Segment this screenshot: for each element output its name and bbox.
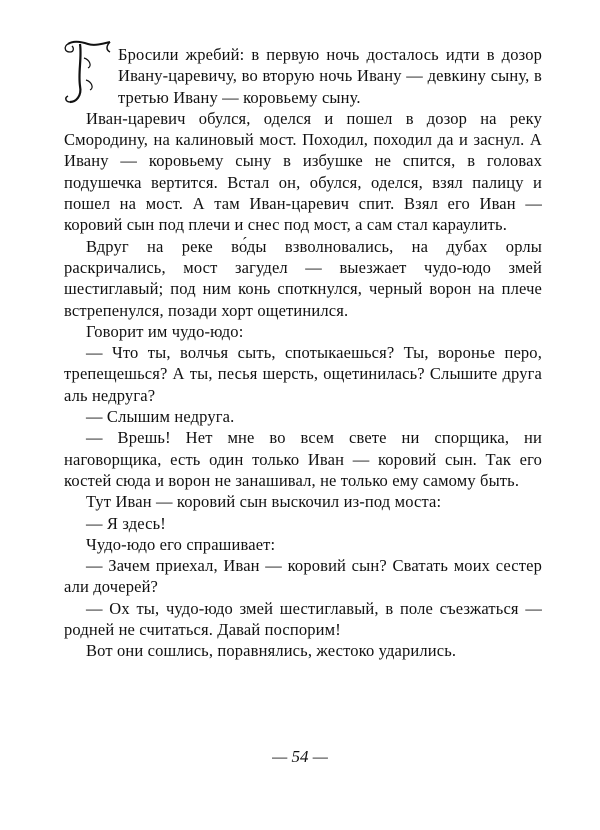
page-number: — 54 —: [272, 747, 328, 766]
paragraph: Иван-царевич обулся, оделся и пошел в дозор на реку Смородину, на калиновый мост. Походил, походил да и заснул. А Ивану — коровьему сыну в избушке не спится, в головах подушечка вертится. Встал он, обулся, оделся, взял палицу и пошел на мост. А там Иван-царевич спит. Взял его Иван — коровий сын под плечи и снес под мост, а сам стал караулить.: [64, 108, 542, 235]
story-text: [64, 44, 542, 662]
paragraph: Вдруг на реке во́ды взволновались, на дубах орлы раскричались, мост загудел — выезжает чудо-юдо змей шестиглавый; под ним конь споткнулся, черный ворон на плече встрепенулся, позади хорт ощетинился.: [64, 236, 542, 320]
paragraph: Вот они сошлись, поравнялись, жестоко ударились.: [86, 641, 457, 661]
paragraph: — Зачем приехал, Иван — коровий сын? Сватать моих сестер али дочерей?: [64, 556, 542, 597]
paragraph: — Ох ты, чудо-юдо змей шестиглавый, в поле съезжаться — родней не считаться. Давай поспорим!: [64, 598, 542, 640]
paragraph: — Что ты, волчья сыть, спотыкаешься? Ты, воронье перо, трепещешься? А ты, песья шерсть, ощетинилась? Слышите друга аль недруга?: [64, 343, 542, 405]
paragraph: Бросили жребий: в первую ночь досталось идти в дозор Ивану-царевичу, во вторую ночь Ивану — девкину сыну, в третью Ивану — коровьему сыну.: [118, 45, 542, 107]
paragraph: — Слышим недруга.: [86, 407, 235, 427]
paragraph: Говорит им чудо-юдо:: [86, 321, 244, 341]
paragraph: Чудо-юдо его спрашивает:: [86, 534, 276, 554]
paragraph: Тут Иван — коровий сын выскочил из-под моста:: [86, 492, 442, 512]
paragraph: — Я здесь!: [86, 513, 166, 533]
paragraph: — Врешь! Нет мне во всем свете ни спорщика, ни наговорщика, есть один только Иван — коровий сын. Так его костей сюда и ворон не занашивал, не только ему самому быть.: [64, 428, 542, 490]
